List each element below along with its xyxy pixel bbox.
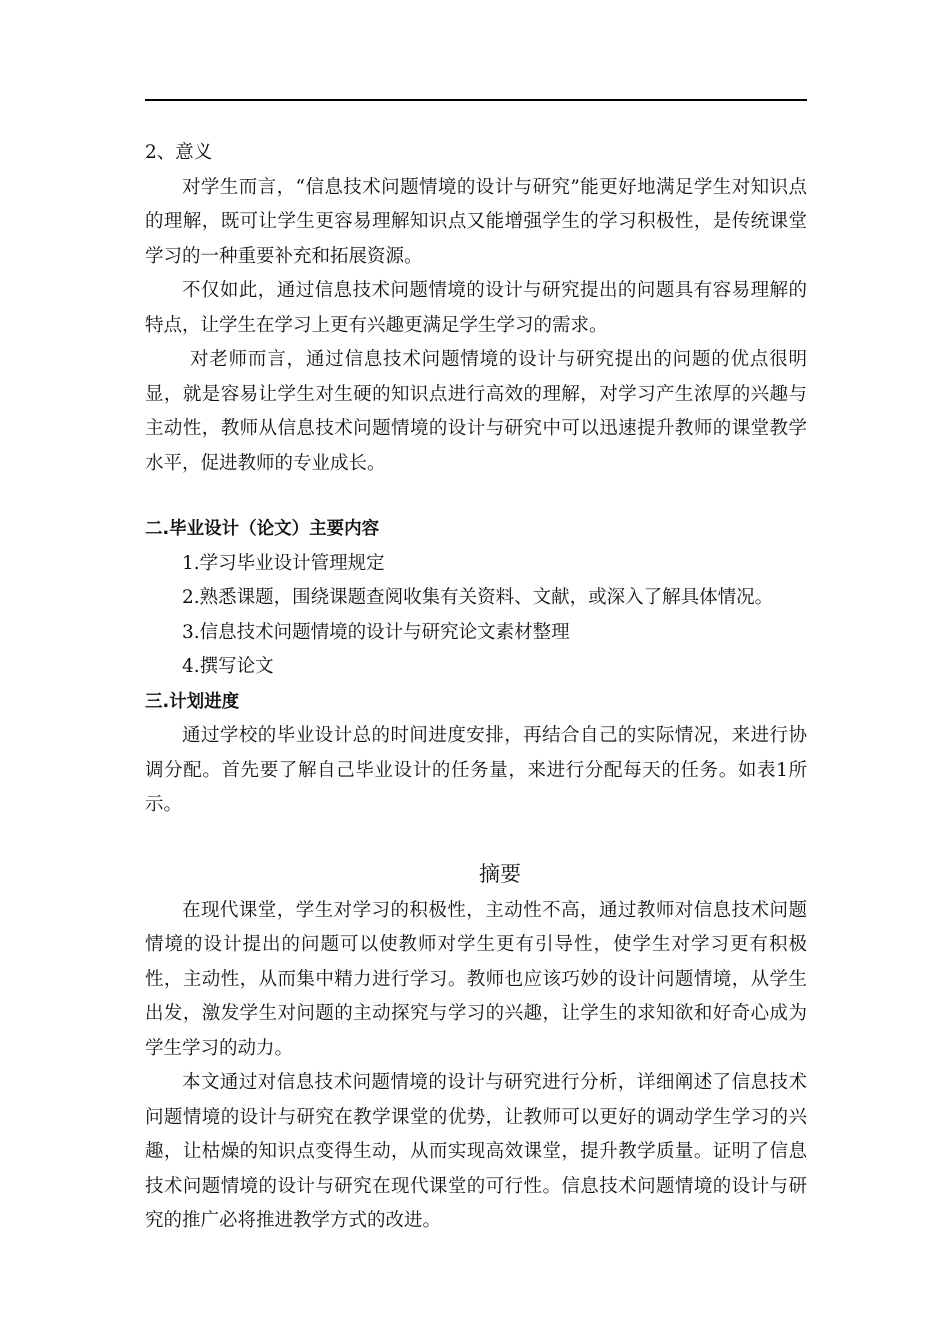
meaning-paragraph-1: 对学生而言，“信息技术问题情境的设计与研究”能更好地满足学生对知识点的理解，既可让学生更容易理解知识点又能增强学生的学习积极性，是传统课堂学习的一种重要补充和拓展资源。	[145, 176, 807, 267]
meaning-paragraph-2: 不仅如此，通过信息技术问题情境的设计与研究提出的问题具有容易理解的特点，让学生在学习上更有兴趣更满足学生学习的需求。	[145, 280, 807, 336]
content-item-2: 2.熟悉课题，围绕课题查阅收集有关资料、文献，或深入了解具体情况。	[182, 587, 774, 608]
content-item-4: 4.撰写论文	[182, 656, 274, 677]
header-rule	[145, 99, 807, 101]
abstract-title: 摘要	[479, 861, 521, 886]
section-spacer	[145, 823, 807, 854]
meaning-heading: 2、意义	[145, 142, 213, 163]
content-item-1: 1.学习毕业设计管理规定	[182, 552, 385, 574]
content-heading: 二.毕业设计（论文）主要内容	[145, 519, 380, 539]
plan-paragraph: 通过学校的毕业设计总的时间进度安排，再结合自己的实际情况，来进行协调分配。首先要了解自己毕业设计的任务量，来进行分配每天的任务。如表1所示。	[145, 725, 807, 815]
content-item-3: 3.信息技术问题情境的设计与研究论文素材整理	[182, 621, 570, 643]
section-spacer	[145, 481, 807, 512]
abstract-paragraph-2: 本文通过对信息技术问题情境的设计与研究进行分析，详细阐述了信息技术问题情境的设计与研究在教学课堂的优势，让教师可以更好的调动学生学习的兴趣，让枯燥的知识点变得生动，从而实现高效课堂，提升教学质量。证明了信息技术问题情境的设计与研究在现代课堂的可行性。信息技术问题情境的设计与研究的推广必将推进教学方式的改进。	[145, 1072, 807, 1231]
document-body	[145, 136, 807, 1239]
plan-heading: 三.计划进度	[145, 691, 240, 712]
meaning-paragraph-3: 对老师而言，通过信息技术问题情境的设计与研究提出的问题的优点很明显，就是容易让学生对生硬的知识点进行高效的理解，对学习产生浓厚的兴趣与主动性，教师从信息技术问题情境的设计与研究中可以迅速提升教师的课堂教学水平，促进教师的专业成长。	[145, 349, 807, 474]
abstract-paragraph-1: 在现代课堂，学生对学习的积极性，主动性不高，通过教师对信息技术问题情境的设计提出的问题可以使教师对学生更有引导性，使学生对学习更有积极性，主动性，从而集中精力进行学习。教师也应该巧妙的设计问题情境，从学生出发，激发学生对问题的主动探究与学习的兴趣，让学生的求知欲和好奇心成为学生学习的动力。	[145, 899, 807, 1059]
